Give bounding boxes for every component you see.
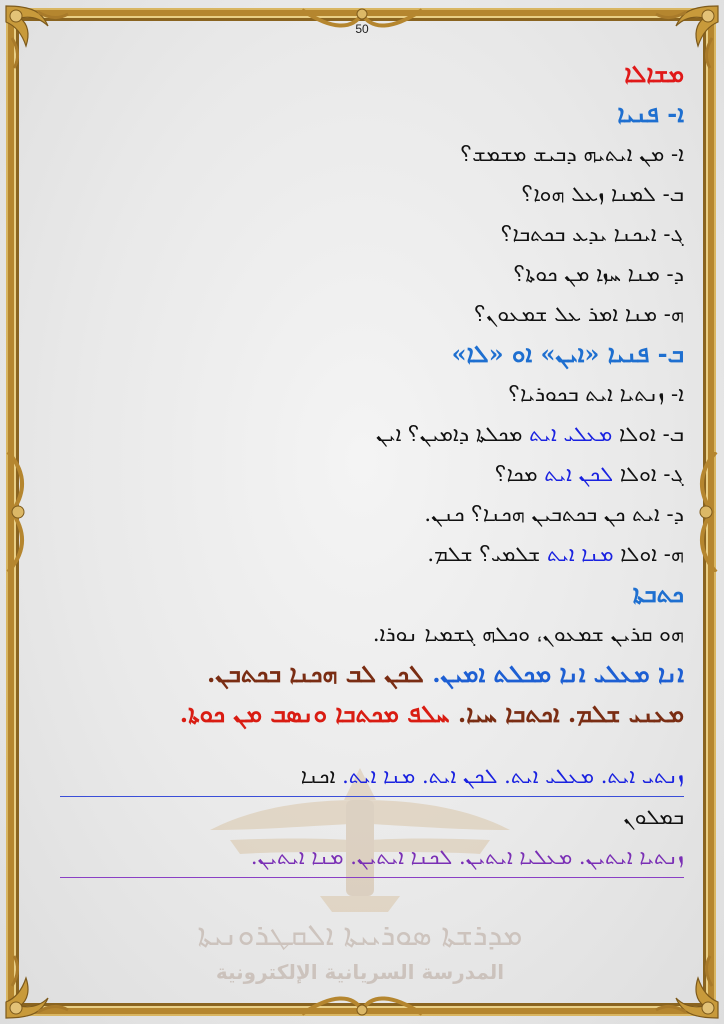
exercises-heading: ܡܫܐܠܐ xyxy=(624,59,684,88)
question-number: ܓ- xyxy=(663,222,684,246)
question-text: ܠܡܢܐ ܙܥܠ ܗܘܐ؟ xyxy=(521,182,656,206)
watermark-syriac-text: ܡܕܪܫܬܐ ܣܘܪܝܝܬܐ ܐܠܩܛܪܘܢܝܬܐ xyxy=(197,918,523,953)
sentence-brown-part: ܠܟܢ ܠܒ ܗܟܢܐ ܒܟܬܒܢ. xyxy=(206,659,424,688)
side-ornament-icon xyxy=(686,452,720,572)
question-text: ܡܢ ܐܝܬܝܗ ܕܒܝܫ ܡܫܡܫ؟ xyxy=(460,142,665,166)
question-tail: ܡܟܐ؟ xyxy=(494,462,538,486)
question-number: ܐ- xyxy=(671,142,684,166)
example-line-1 xyxy=(60,756,684,797)
question-2-4 xyxy=(60,494,684,534)
question-1-5 xyxy=(60,294,684,334)
page-number: 50 xyxy=(355,22,369,36)
highlighted-phrase: ܡܢܐ ܐܝܬ xyxy=(546,542,614,566)
question-text: ܙܢܬܝܐ ܐܝܬ ܒܟܘܪܝܐ؟ xyxy=(508,382,665,406)
question-text: ܐܘܠܐ xyxy=(619,422,656,446)
example-forms: ܙܢܬܝ ܐܝܬ. ܡܥܠܝ ܐܝܬ. ܠܟܢ ܐܝܬ. ܡܢܐ ܐܝܬ. xyxy=(342,764,684,788)
question-1-3 xyxy=(60,214,684,254)
grammar-intro: ܗܘ ܩܪܝܢ ܫܡܥܘܢ، ܘܟܠܗ ܓܫܡܝܐ ܢܘܪܐ. xyxy=(372,622,684,646)
question-text: ܡܢܐ ܚܙܐ ܡܢ ܟܘܬܐ؟ xyxy=(513,262,660,286)
grammar-sentence-2 xyxy=(60,694,684,734)
grammar-sentence-1 xyxy=(60,654,684,694)
question-number: ܗ- xyxy=(663,542,684,566)
watermark-arabic-text: المدرسة السريانية الإلكترونية xyxy=(215,960,505,984)
question-number: ܒ- xyxy=(662,422,684,446)
question-number: ܕ- xyxy=(666,262,684,286)
question-tail: ܡܟܠܬܐ ܕܐܡܝܢ؟ ܐܝܢ xyxy=(376,422,523,446)
example-line-2: ܒܡܠܘܢ xyxy=(623,805,684,829)
section-1-title: ܐ- ܦܢܝܐ xyxy=(617,99,684,128)
question-text: ܐܘܠܐ xyxy=(620,542,658,566)
question-number: ܒ- xyxy=(662,182,684,206)
question-text: ܡܢܐ ܐܡܪ ܥܠ ܫܡܥܘܢ؟ xyxy=(474,302,658,326)
question-1-4 xyxy=(60,254,684,294)
question-number: ܗ- xyxy=(663,302,684,326)
sentence-brown-part: ܡܥܢܝ ܫܠܡ. ܐܟܬܒܐ ܚܝܐ. xyxy=(457,699,684,728)
question-1-2 xyxy=(60,174,684,214)
highlighted-phrase: ܡܥܠܝ ܐܝܬ xyxy=(529,422,613,446)
corner-ornament-icon xyxy=(2,952,72,1022)
sentence-red-part: ܚܠܦ ܡܟܬܒܐ ܘܢܣܒ ܡܢ ܟܘܬܐ. xyxy=(179,699,450,728)
grammar-title: ܟܬܒܬܐ xyxy=(632,579,684,608)
highlighted-phrase: ܠܟܢ ܐܝܬ xyxy=(544,462,614,486)
question-2-1 xyxy=(60,374,684,414)
question-number: ܐ- xyxy=(671,382,684,406)
question-number: ܓ- xyxy=(663,462,684,486)
question-text: ܐܘܠܐ xyxy=(619,462,657,486)
example-line-3: ܙܢܬܝܐ ܐܝܬܝܢ. ܡܥܠܝܐ ܐܝܬܝܢ. ܠܟܢܐ ܐܝܬܝܢ. ܡܢܐ ܐܝܬܝܢ. xyxy=(60,837,684,878)
side-ornament-icon xyxy=(4,452,38,572)
corner-ornament-icon xyxy=(652,952,722,1022)
lesson-content xyxy=(60,54,684,878)
bottom-ornament-icon xyxy=(302,990,422,1020)
question-text: ܐܝܬ ܟܢ ܒܟܬܒܝܢ ܗܟܢܐ؟ ܟܢܢ. xyxy=(424,502,660,526)
question-text: ܐܝܟܢܐ ܝܕܥ ܒܟܬܒܐ؟ xyxy=(500,222,657,246)
question-2-5 xyxy=(60,534,684,574)
sentence-blue-part: ܐܢܐ ܡܥܠܝ ܐܢܐ ܡܟܠܬ ܐܡܝܢ. xyxy=(432,659,684,688)
question-2-2 xyxy=(60,414,684,454)
example-label: ܐܟܢܐ xyxy=(300,764,336,788)
question-number: ܕ- xyxy=(666,502,684,526)
question-2-3 xyxy=(60,454,684,494)
question-1-1 xyxy=(60,134,684,174)
question-tail: ܫܠܡܝ؟ ܫܠܡ. xyxy=(427,542,541,566)
section-2-title: ܒ- ܦܢܝܐ «ܐܝܢ» ܐܘ «ܠܐ» xyxy=(451,339,684,368)
